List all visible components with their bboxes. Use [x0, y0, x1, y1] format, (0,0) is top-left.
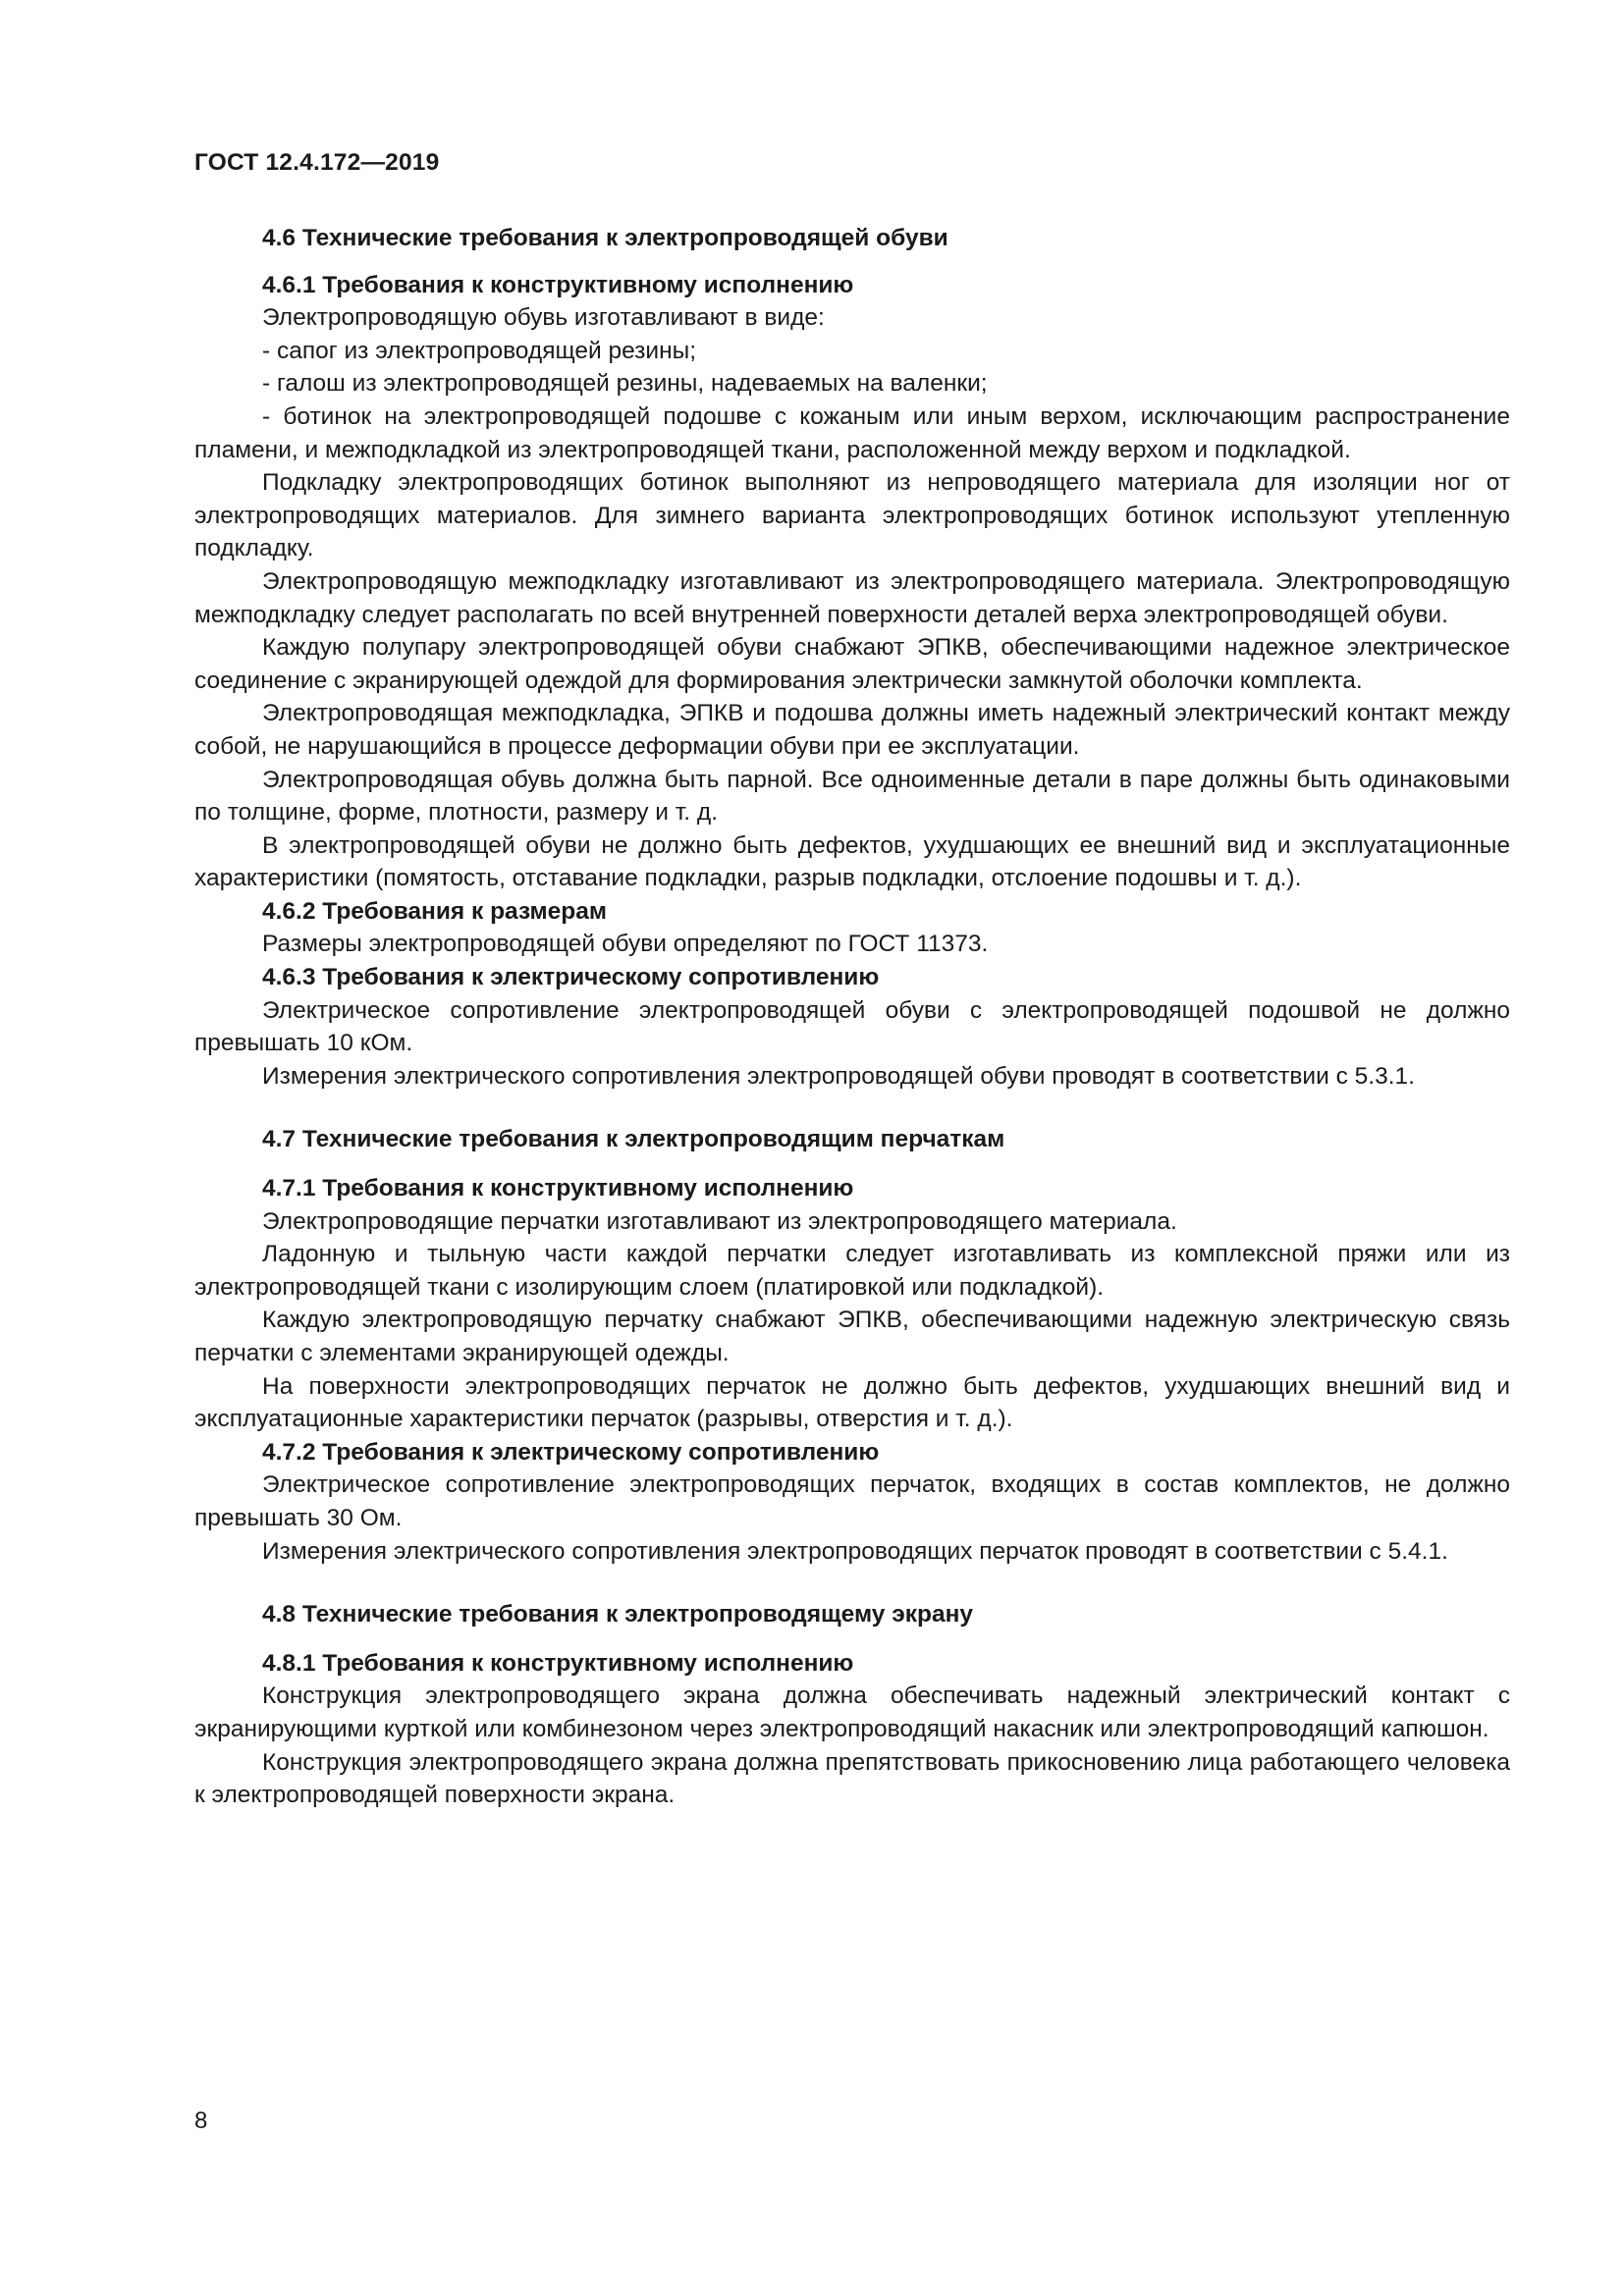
list-item: - галош из электропроводящей резины, надеваемых на валенки; — [262, 370, 988, 398]
subsection-heading-4-6-1: 4.6.1 Требования к конструктивному исполнению — [262, 271, 854, 298]
paragraph: Электропроводящая межподкладка, ЭПКВ и подошва должны иметь надежный электрический контакт между собой, не нарушающийся в процессе деформации обуви при ее эксплуатации. — [194, 700, 1510, 760]
section-heading-4-6: 4.6 Технические требования к электропроводящей обуви — [262, 225, 948, 251]
subsection-heading-4-6-2: 4.6.2 Требования к размерам — [262, 897, 608, 925]
list-item: - сапог из электропроводящей резины; — [262, 337, 697, 364]
page-number: 8 — [194, 2108, 208, 2134]
paragraph: Электропроводящая обувь должна быть парной. Все одноименные детали в паре должны быть одинаковыми по толщине, форме, плотности, размеру и т. д. — [194, 766, 1510, 827]
paragraph: Конструкция электропроводящего экрана должна препятствовать прикосновению лица работающего человека к электропроводящей поверхности экрана. — [194, 1748, 1510, 1809]
paragraph: Электрическое сопротивление электропроводящих перчаток, входящих в состав комплектов, не должно превышать 30 Ом. — [194, 1471, 1510, 1531]
subsection-heading-4-8-1: 4.8.1 Требования к конструктивному исполнению — [262, 1649, 854, 1677]
subsection-heading-4-7-2: 4.7.2 Требования к электрическому сопротивлению — [262, 1438, 880, 1466]
paragraph: Размеры электропроводящей обуви определяют по ГОСТ 11373. — [262, 931, 989, 958]
paragraph: Электропроводящую межподкладку изготавливают из электропроводящего материала. Электропроводящую межподкладку следует располагать по всей внутренней поверхности деталей верха электропроводящей обуви. — [194, 567, 1510, 628]
paragraph: Электропроводящие перчатки изготавливают из электропроводящего материала. — [262, 1207, 1177, 1235]
paragraph: Измерения электрического сопротивления электропроводящей обуви проводят в соответствии с 5.3.1. — [262, 1062, 1415, 1090]
document-header: ГОСТ 12.4.172—2019 — [194, 149, 440, 176]
list-item: - ботинок на электропроводящей подошве с кожаным или иным верхом, исключающим распространение пламени, и межподкладкой из электропроводящей ткани, расположенной между верхом и подкладкой. — [194, 402, 1510, 463]
paragraph: Измерения электрического сопротивления электропроводящих перчаток проводят в соответствии с 5.4.1. — [262, 1537, 1448, 1565]
paragraph: Ладонную и тыльную части каждой перчатки следует изготавливать из комплексной пряжи или из электропроводящей ткани с изолирующим слоем (платировкой или подкладкой). — [194, 1241, 1510, 1301]
document-body — [194, 222, 1510, 1812]
subsection-heading-4-6-3: 4.6.3 Требования к электрическому сопротивлению — [262, 964, 880, 991]
paragraph: Электрическое сопротивление электропроводящей обуви с электропроводящей подошвой не должно превышать 10 кОм. — [194, 996, 1510, 1057]
paragraph: Электропроводящую обувь изготавливают в виде: — [262, 304, 825, 332]
paragraph: Подкладку электропроводящих ботинок выполняют из непроводящего материала для изоляции ног от электропроводящих материалов. Для зимнего варианта электропроводящих ботинок используют утепленную подкладку. — [194, 469, 1510, 562]
paragraph: На поверхности электропроводящих перчаток не должно быть дефектов, ухудшающих внешний вид и эксплуатационные характеристики перчаток (разрывы, отверстия и т. д.). — [194, 1372, 1510, 1433]
paragraph: Конструкция электропроводящего экрана должна обеспечивать надежный электрический контакт с экранирующими курткой или комбинезоном через электропроводящий накасник или электропроводящий капюшон. — [194, 1682, 1510, 1742]
paragraph: В электропроводящей обуви не должно быть дефектов, ухудшающих ее внешний вид и эксплуатационные характеристики (помятость, отставание подкладки, разрыв подкладки, отслоение подошвы и т. д.). — [194, 831, 1510, 892]
subsection-heading-4-7-1: 4.7.1 Требования к конструктивному исполнению — [262, 1175, 854, 1202]
section-heading-4-8: 4.8 Технические требования к электропроводящему экрану — [262, 1601, 974, 1629]
paragraph: Каждую электропроводящую перчатку снабжают ЭПКВ, обеспечивающими надежную электрическую связь перчатки с элементами экранирующей одежды. — [194, 1307, 1510, 1366]
section-heading-4-7: 4.7 Технические требования к электропроводящим перчаткам — [262, 1126, 1005, 1153]
paragraph: Каждую полупару электропроводящей обуви снабжают ЭПКВ, обеспечивающими надежное электрическое соединение с экранирующей одеждой для формирования электрически замкнутой оболочки комплекта. — [194, 634, 1510, 694]
